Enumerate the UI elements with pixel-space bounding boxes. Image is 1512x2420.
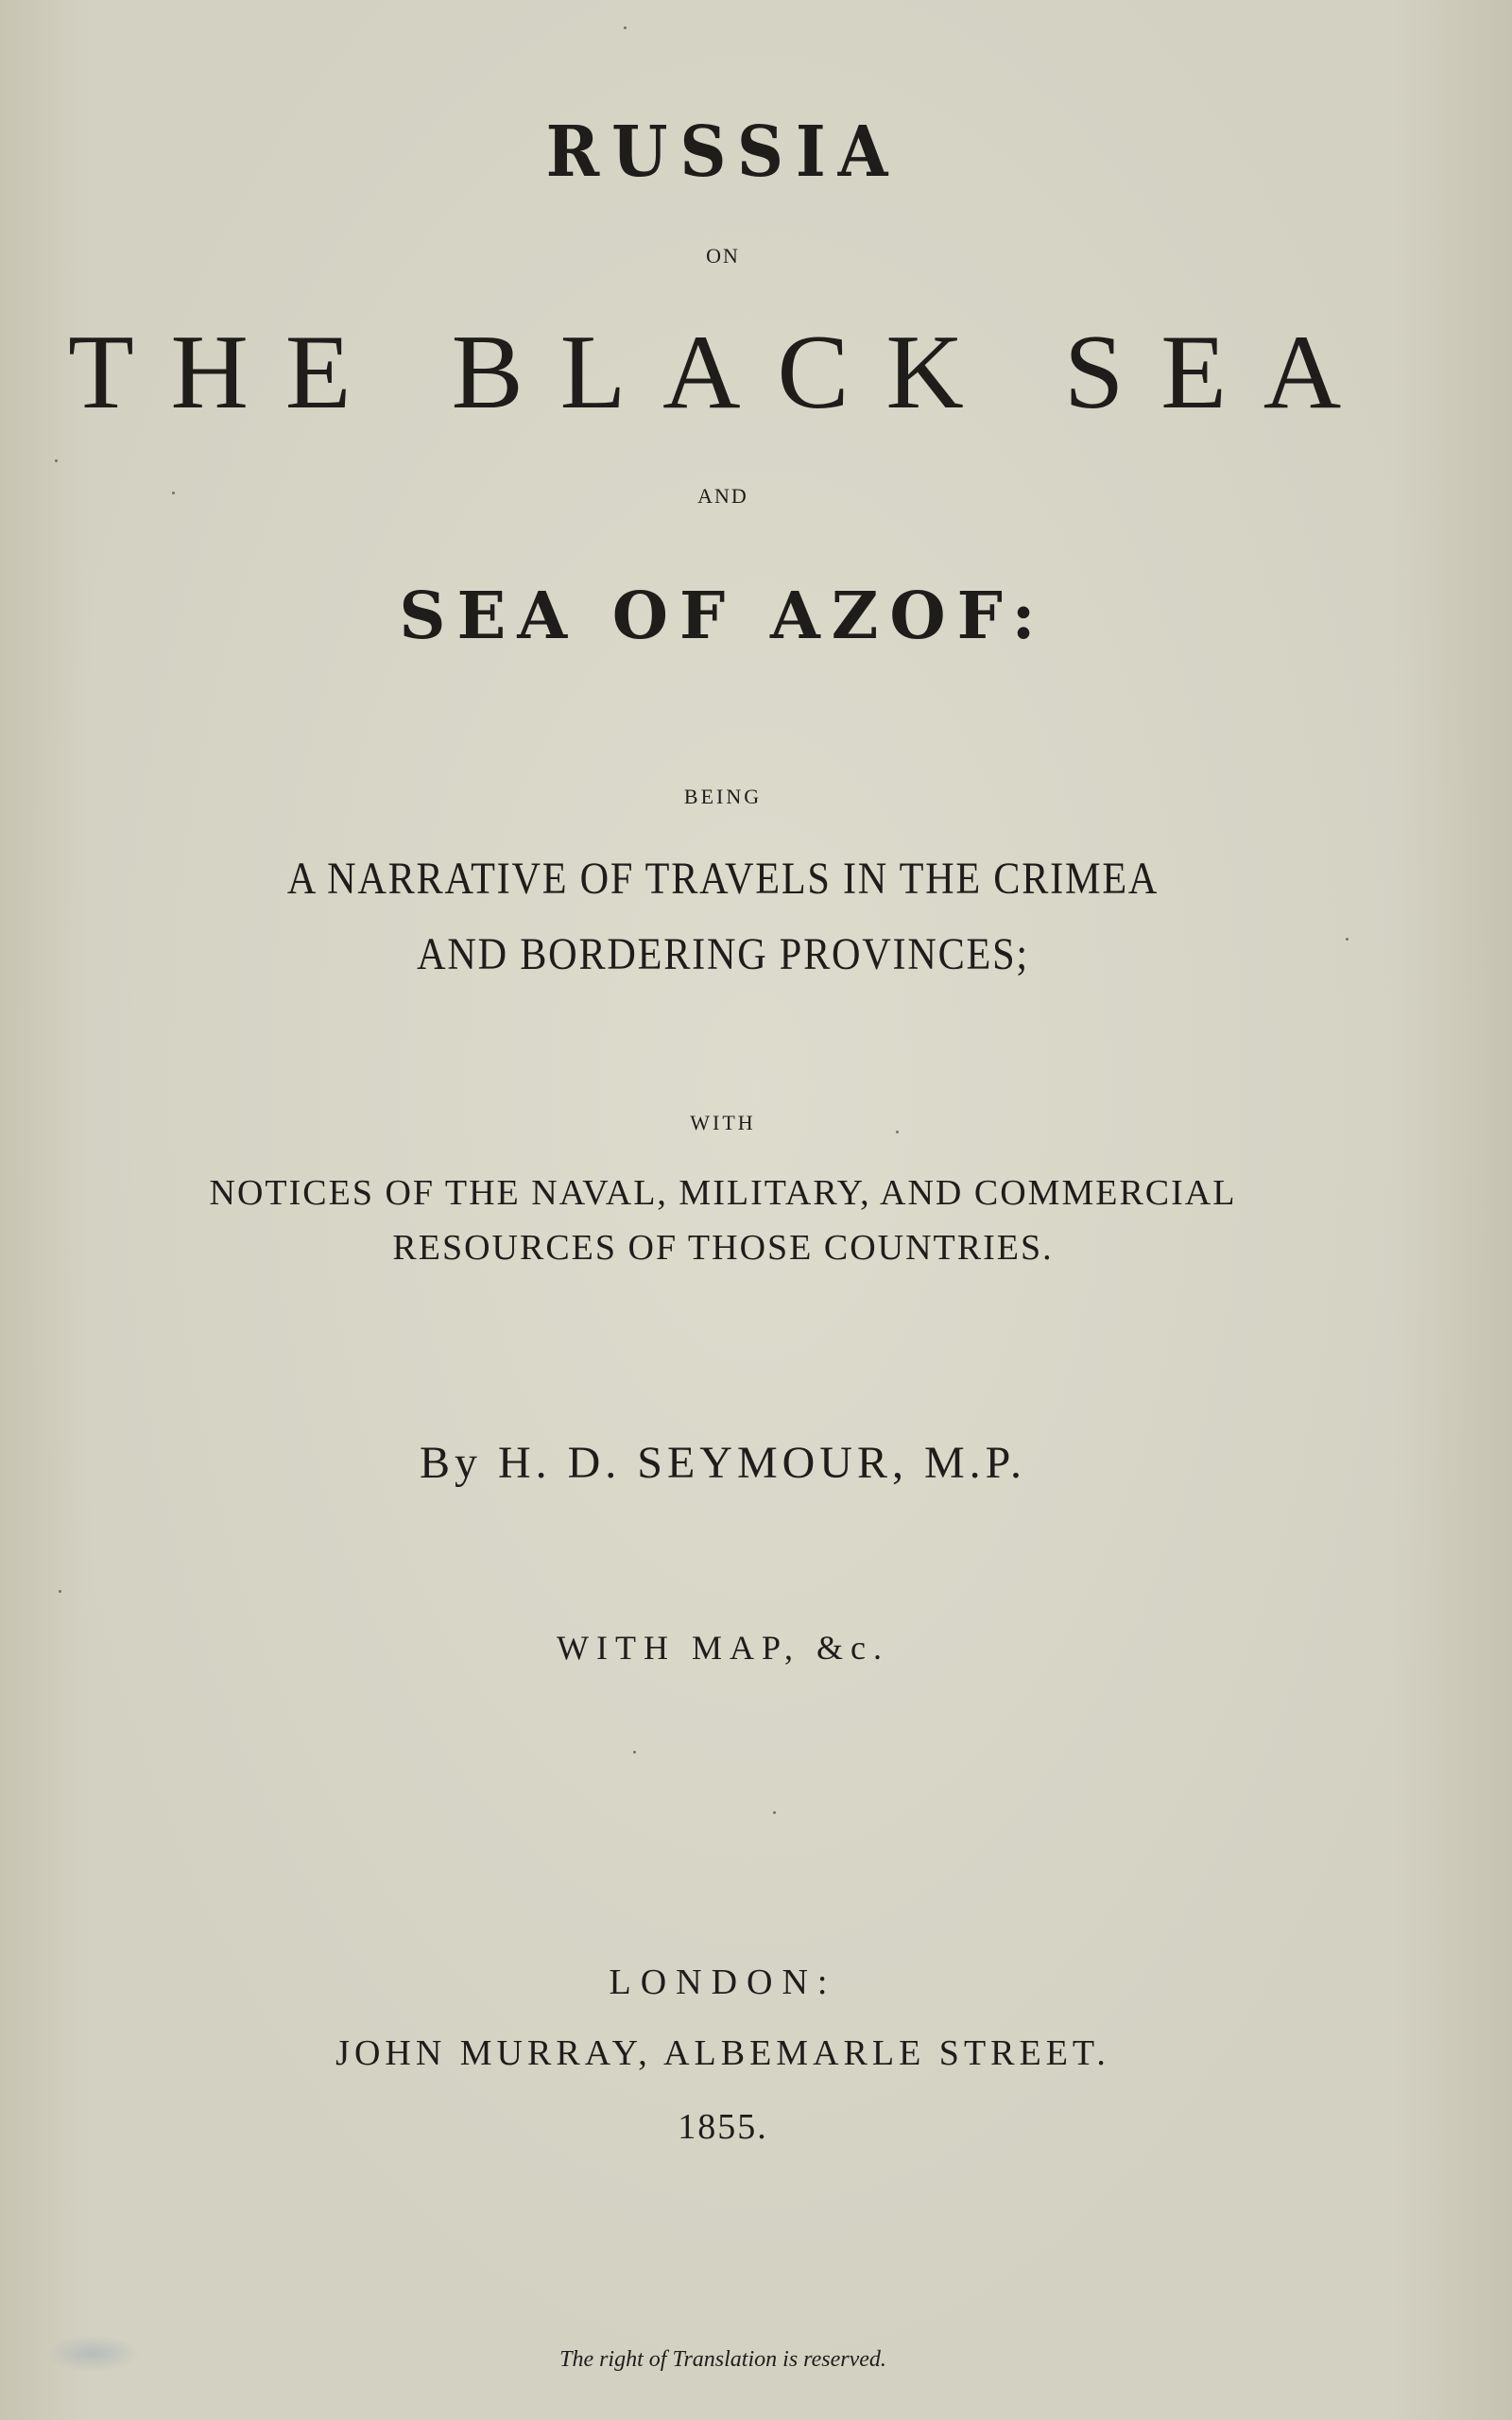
translation-rights-notice: The right of Translation is reserved. xyxy=(559,2347,886,2372)
narrative-line-1: A NARRATIVE OF TRAVELS IN THE CRIMEA xyxy=(286,854,1160,904)
connector-and: AND xyxy=(697,484,748,508)
paper-speck xyxy=(59,1590,61,1593)
title-sea-of-azof: SEA OF AZOF: xyxy=(399,579,1047,654)
imprint-place: LONDON: xyxy=(609,1962,837,2002)
narrative-line-2: AND BORDERING PROVINCES; xyxy=(417,929,1029,979)
imprint-year: 1855. xyxy=(678,2107,768,2147)
paper-speck xyxy=(55,459,58,462)
subtitle-with: WITH xyxy=(690,1111,756,1134)
title-russia: RUSSIA xyxy=(545,112,901,193)
paper-speck xyxy=(773,1811,776,1814)
paper-speck xyxy=(633,1751,636,1754)
connector-on: ON xyxy=(706,244,740,268)
imprint-publisher: JOHN MURRAY, ALBEMARLE STREET. xyxy=(335,2033,1110,2073)
notices-line-1: NOTICES OF THE NAVAL, MILITARY, AND COMMERCIAL xyxy=(209,1173,1237,1213)
notices-line-2: RESOURCES OF THOSE COUNTRIES. xyxy=(392,1228,1054,1268)
paper-speck xyxy=(624,26,627,29)
subtitle-being: BEING xyxy=(683,785,763,808)
with-map-line: WITH MAP, &c. xyxy=(557,1629,889,1667)
title-black-sea: THE BLACK SEA xyxy=(67,314,1379,431)
author-line: By H. D. SEYMOUR, M.P. xyxy=(419,1438,1027,1488)
